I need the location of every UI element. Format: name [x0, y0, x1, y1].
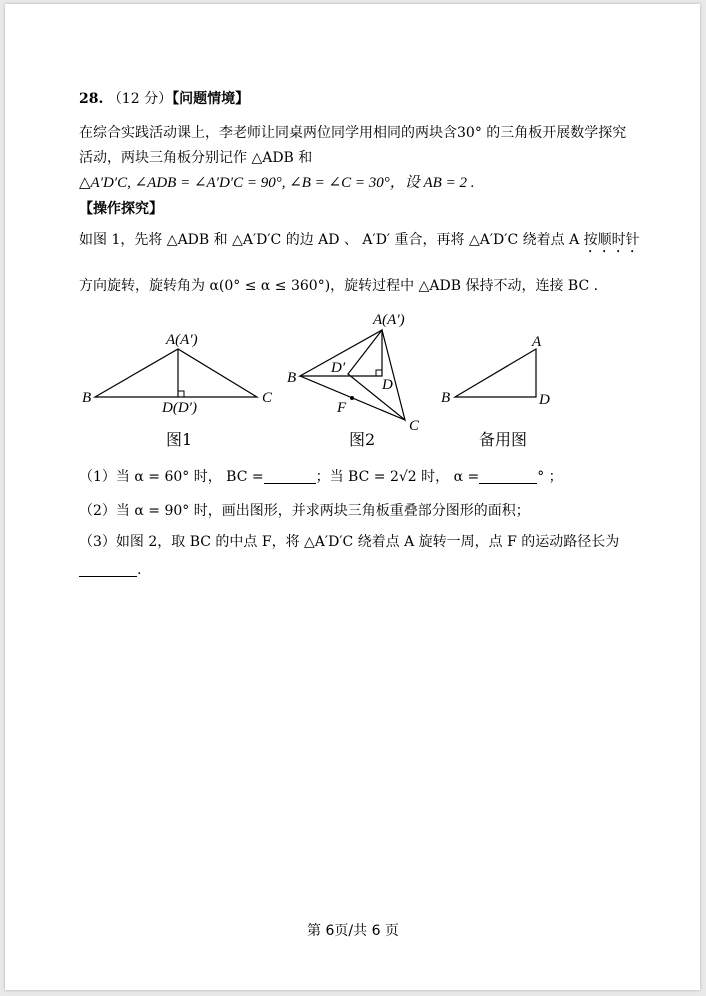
intro-line-2: 活动，两块三角板分别记作 △ADB 和 — [79, 150, 313, 166]
fig1-label-B: B — [82, 390, 92, 406]
q1-part-c: ° ； — [537, 469, 563, 485]
intro-line-3: △A′D′C, ∠ADB = ∠A′D′C = 90°, ∠B = ∠C = 30°，设 AB = 2 . — [79, 175, 475, 191]
q3-period: . — [137, 562, 142, 578]
subquestion-3: （3）如图 2，取 BC 的中点 F，将 △A′D′C 绕着点 A 旋转一周，点 F 的运动路径长为 — [79, 534, 620, 550]
subquestion-3-answer-line — [79, 562, 141, 578]
fig2-label-B: B — [287, 370, 297, 386]
fig2-right-angle-mark — [376, 370, 382, 376]
fig3-label-D: D — [539, 392, 550, 408]
emphasis-clockwise: 按顺时针 — [583, 232, 640, 248]
fig2-label-F: F — [337, 400, 347, 416]
fig1-triangle-outline — [95, 349, 257, 397]
fig2-caption: 图2 — [349, 430, 376, 449]
fig1-right-angle-mark — [178, 391, 184, 397]
fig1-caption: 图1 — [166, 430, 193, 449]
operation-line-2: 方向旋转，旋转角为 α(0° ≤ α ≤ 360°)，旋转过程中 △ADB 保持不动，连接 BC . — [79, 278, 599, 294]
fig2-label-C: C — [409, 418, 420, 434]
question-header — [79, 88, 249, 108]
fig1-label-C: C — [262, 390, 273, 406]
q1-part-b: ；当 BC = 2√2 时， α = — [315, 469, 480, 485]
question-number: 28. — [79, 91, 104, 107]
fig3-triangle — [455, 349, 536, 397]
fig3-label-B: B — [441, 390, 451, 406]
q1-blank-bc[interactable] — [264, 469, 316, 484]
q3-blank-path-length[interactable] — [79, 562, 137, 577]
q1-blank-alpha[interactable] — [479, 469, 537, 484]
fig1-label-D: D(D′) — [162, 400, 197, 416]
operation-line-1 — [79, 229, 640, 256]
figure-1-diagram — [82, 332, 273, 416]
section-title-operation: 【操作探究】 — [79, 201, 163, 217]
subquestion-1 — [79, 466, 563, 486]
fig3-caption: 备用图 — [479, 430, 528, 449]
intro-line-1: 在综合实践活动课上，李老师让同桌两位同学用相同的两块含30° 的三角板开展数学探究 — [79, 125, 627, 141]
fig1-label-A: A(A′) — [166, 332, 198, 348]
section-title-problem: 【问题情境】 — [172, 91, 250, 107]
figure-2-diagram — [287, 312, 420, 434]
fig3-label-A: A — [532, 334, 542, 350]
question-score: （12 分） — [107, 91, 173, 107]
fig2-label-Dprime: D′ — [331, 360, 346, 376]
operation-line-1-main: 如图 1，先将 △ADB 和 △A′D′C 的边 AD 、 A′D′ 重合，再将 △A′D′C 绕着点 A — [79, 232, 584, 248]
subquestion-2: （2）当 α = 90° 时，画出图形，并求两块三角板重叠部分图形的面积； — [79, 503, 530, 519]
figure-3-diagram — [441, 334, 550, 408]
fig2-label-D: D — [382, 377, 393, 393]
q1-part-a: （1）当 α = 60° 时， BC = — [79, 469, 264, 485]
fig2-point-F — [350, 396, 354, 400]
fig2-label-A: A(A′) — [373, 312, 405, 328]
figures-area — [0, 300, 706, 760]
page-footer: 第 6页/共 6 页 — [307, 923, 399, 939]
